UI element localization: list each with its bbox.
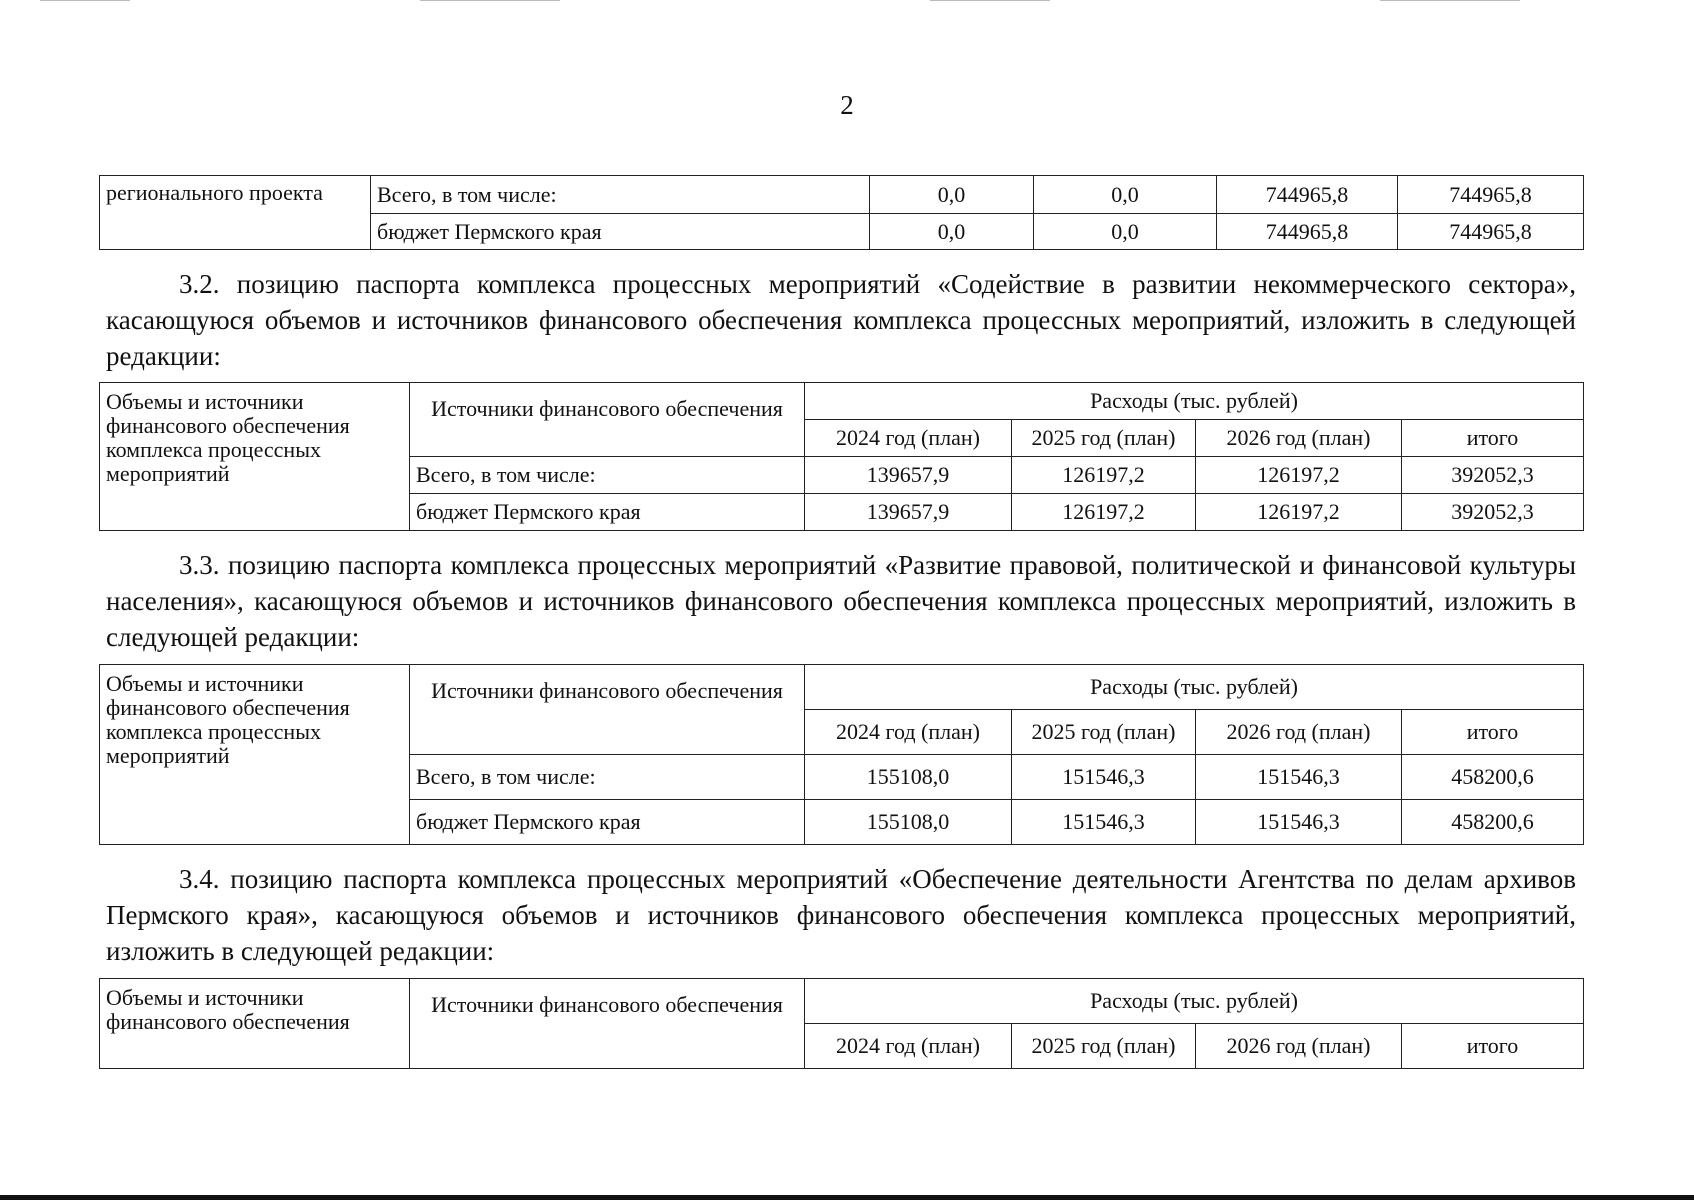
paragraph-3-3: 3.3. позицию паспорта комплекса процессных мероприятий «Развитие правовой, политической и финансовой культуры населения», касающуюся объемов и источников финансового обеспечения комплекса процессных мероприятий, изложить в следующей редакции: <box>106 550 1576 652</box>
column-header: итого <box>1402 710 1584 755</box>
value-cell: 126197,2 <box>1012 494 1196 531</box>
column-header: 2026 год (план) <box>1196 1024 1402 1069</box>
value-cell: 155108,0 <box>805 755 1012 800</box>
project-label: регионального проекта <box>100 176 371 250</box>
column-header: итого <box>1402 420 1584 457</box>
scan-bottom-edge <box>0 1195 1694 1200</box>
value-cell: 392052,3 <box>1402 457 1584 494</box>
value-cell: 744965,8 <box>1398 214 1584 250</box>
value-cell: 155108,0 <box>805 800 1012 845</box>
source-cell: Всего, в том числе: <box>410 755 805 800</box>
column-header: 2024 год (план) <box>805 710 1012 755</box>
column-header: 2025 год (план) <box>1012 420 1196 457</box>
source-cell: Всего, в том числе: <box>371 176 870 214</box>
source-cell: бюджет Пермского края <box>371 214 870 250</box>
value-cell: 151546,3 <box>1012 800 1196 845</box>
finance-table-3-4 <box>99 978 1584 1069</box>
value-cell: 151546,3 <box>1012 755 1196 800</box>
volume-label: Объемы и источники финансового обеспечения комплекса процессных мероприятий <box>100 665 410 845</box>
table-continuation <box>99 175 1584 250</box>
finance-table-3-2 <box>99 382 1584 531</box>
value-cell: 151546,3 <box>1196 755 1402 800</box>
value-cell: 126197,2 <box>1196 457 1402 494</box>
source-cell: бюджет Пермского края <box>410 800 805 845</box>
column-header: 2026 год (план) <box>1196 420 1402 457</box>
source-cell: Всего, в том числе: <box>410 457 805 494</box>
column-header: 2025 год (план) <box>1012 1024 1196 1069</box>
expenses-header: Расходы (тыс. рублей) <box>805 383 1584 420</box>
expenses-header: Расходы (тыс. рублей) <box>805 979 1584 1024</box>
column-header: 2024 год (план) <box>805 420 1012 457</box>
source-header: Источники финансового обеспечения <box>410 979 805 1069</box>
source-header: Источники финансового обеспечения <box>410 665 805 755</box>
page-number: 2 <box>840 90 854 120</box>
value-cell: 139657,9 <box>805 457 1012 494</box>
value-cell: 0,0 <box>870 214 1034 250</box>
value-cell: 744965,8 <box>1217 176 1398 214</box>
paragraph-3-4: 3.4. позицию паспорта комплекса процессных мероприятий «Обеспечение деятельности Агентства по делам архивов Пермского края», касающуюся объемов и источников финансового обеспечения комплекса процессных мероприятий, изложить в следующей редакции: <box>106 864 1576 966</box>
column-header: 2024 год (план) <box>805 1024 1012 1069</box>
value-cell: 458200,6 <box>1402 755 1584 800</box>
value-cell: 458200,6 <box>1402 800 1584 845</box>
value-cell: 126197,2 <box>1196 494 1402 531</box>
value-cell: 0,0 <box>1034 176 1217 214</box>
column-header: 2026 год (план) <box>1196 710 1402 755</box>
source-header: Источники финансового обеспечения <box>410 383 805 457</box>
volume-label: Объемы и источники финансового обеспечения комплекса процессных мероприятий <box>100 383 410 531</box>
source-cell: бюджет Пермского края <box>410 494 805 531</box>
expenses-header: Расходы (тыс. рублей) <box>805 665 1584 710</box>
value-cell: 139657,9 <box>805 494 1012 531</box>
finance-table-3-3 <box>99 664 1584 845</box>
value-cell: 0,0 <box>1034 214 1217 250</box>
value-cell: 744965,8 <box>1217 214 1398 250</box>
value-cell: 392052,3 <box>1402 494 1584 531</box>
value-cell: 744965,8 <box>1398 176 1584 214</box>
paragraph-3-2: 3.2. позицию паспорта комплекса процессных мероприятий «Содействие в развитии некоммерческого сектора», касающуюся объемов и источников финансового обеспечения комплекса процессных мероприятий, изложить в следующей редакции: <box>106 269 1576 371</box>
column-header: 2025 год (план) <box>1012 710 1196 755</box>
column-header: итого <box>1402 1024 1584 1069</box>
value-cell: 151546,3 <box>1196 800 1402 845</box>
value-cell: 126197,2 <box>1012 457 1196 494</box>
value-cell: 0,0 <box>870 176 1034 214</box>
volume-label: Объемы и источники финансового обеспечения <box>100 979 410 1069</box>
